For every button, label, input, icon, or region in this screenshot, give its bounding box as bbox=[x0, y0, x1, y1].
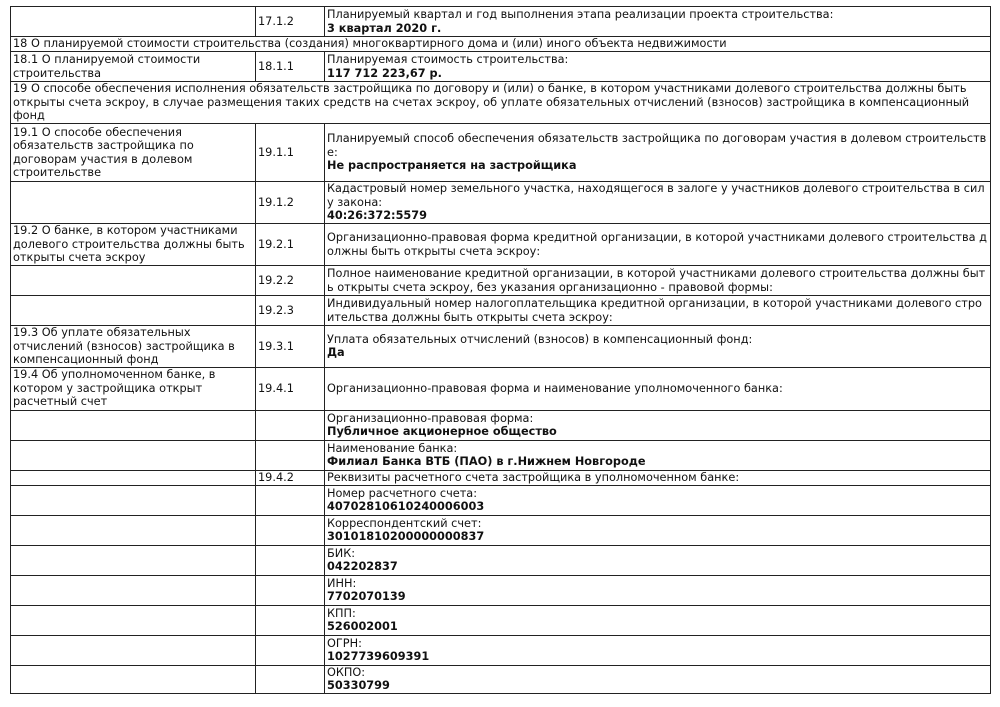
table-row bbox=[11, 635, 991, 665]
item-content-cell bbox=[325, 367, 991, 410]
project-declaration-table bbox=[10, 6, 991, 694]
subsection-cell: 19.4 Об уполномоченном банке, в котором у застройщика открыт расчетный счет bbox=[11, 367, 256, 410]
item-value: 1027739609391 bbox=[327, 650, 430, 663]
subsection-cell bbox=[11, 296, 256, 326]
subsection-cell bbox=[11, 515, 256, 545]
item-label: Организационно-правовая форма и наименование уполномоченного банка: bbox=[327, 381, 783, 395]
item-value: Публичное акционерное общество bbox=[327, 425, 557, 438]
subsection-cell bbox=[11, 410, 256, 440]
item-content-cell bbox=[325, 52, 991, 82]
item-label: ИНН: bbox=[327, 576, 357, 590]
item-content-cell bbox=[325, 635, 991, 665]
item-value: 30101810200000000837 bbox=[327, 530, 485, 543]
section-heading: 19 О способе обеспечения исполнения обязательств застройщика по договору и (или) о банке, в котором участниками долевого строительства должны быть открыты счета эскроу, в случае размещения таких средств на счетах эскроу, об уплате обязательных отчислений (взносов) застройщика в компенсационный фонд bbox=[11, 82, 991, 124]
item-content-cell bbox=[325, 470, 991, 485]
item-label: ОГРН: bbox=[327, 636, 362, 650]
item-number-cell: 19.3.1 bbox=[256, 326, 325, 368]
item-value: 3 квартал 2020 г. bbox=[327, 21, 442, 35]
table-row bbox=[11, 182, 991, 224]
item-label: Уплата обязательных отчислений (взносов) в компенсационный фонд: bbox=[327, 332, 753, 346]
item-value: Не распространяется на застройщика bbox=[327, 159, 577, 173]
item-number-cell: 19.1.1 bbox=[256, 124, 325, 182]
item-label: Планируемый квартал и год выполнения этапа реализации проекта строительства: bbox=[327, 8, 834, 21]
table-row bbox=[11, 367, 991, 410]
item-content-cell bbox=[325, 575, 991, 605]
subsection-cell bbox=[11, 635, 256, 665]
subsection-cell bbox=[11, 485, 256, 515]
table-row bbox=[11, 296, 991, 326]
item-number-cell: 18.1.1 bbox=[256, 52, 325, 82]
subsection-cell bbox=[11, 266, 256, 296]
subsection-cell: 19.1 О способе обеспечения обязательств застройщика по договорам участия в долевом строительстве bbox=[11, 124, 256, 182]
item-value: 40:26:372:5579 bbox=[327, 209, 428, 223]
item-number-cell bbox=[256, 440, 325, 470]
item-label: Планируемая стоимость строительства: bbox=[327, 53, 569, 66]
subsection-cell bbox=[11, 182, 256, 224]
item-number-cell: 19.1.2 bbox=[256, 182, 325, 224]
table-row bbox=[11, 224, 991, 266]
item-number-cell: 19.4.1 bbox=[256, 367, 325, 410]
item-number-cell: 19.2.3 bbox=[256, 296, 325, 326]
subsection-cell: 18.1 О планируемой стоимости строительства bbox=[11, 52, 256, 82]
table-row bbox=[11, 545, 991, 575]
item-number-cell bbox=[256, 605, 325, 635]
item-value: Да bbox=[327, 346, 345, 360]
subsection-cell bbox=[11, 605, 256, 635]
item-content-cell bbox=[325, 485, 991, 515]
item-value: 042202837 bbox=[327, 560, 398, 573]
item-label: Организационно-правовая форма кредитной организации, в которой участниками долевого строительства должны быть открыты счета эскроу: bbox=[327, 231, 987, 258]
item-number-cell bbox=[256, 575, 325, 605]
table-row bbox=[11, 410, 991, 440]
item-number-cell: 19.2.1 bbox=[256, 224, 325, 266]
table-row bbox=[11, 605, 991, 635]
item-value: 117 712 223,67 р. bbox=[327, 66, 442, 80]
item-value: Филиал Банка ВТБ (ПАО) в г.Нижнем Новгороде bbox=[327, 455, 646, 468]
item-number-cell bbox=[256, 485, 325, 515]
item-number-cell: 17.1.2 bbox=[256, 7, 325, 37]
table-row bbox=[11, 124, 991, 182]
item-label: Наименование банка: bbox=[327, 441, 458, 455]
table-row bbox=[11, 7, 991, 37]
table-body bbox=[11, 7, 991, 694]
table-row bbox=[11, 266, 991, 296]
item-content-cell bbox=[325, 326, 991, 368]
subsection-cell bbox=[11, 545, 256, 575]
table-row bbox=[11, 440, 991, 470]
item-content-cell bbox=[325, 665, 991, 693]
item-content-cell bbox=[325, 224, 991, 266]
item-label: Реквизиты расчетного счета застройщика в уполномоченном банке: bbox=[327, 470, 740, 484]
item-number-cell bbox=[256, 635, 325, 665]
subsection-cell bbox=[11, 470, 256, 485]
section-row bbox=[11, 82, 991, 124]
item-number-cell bbox=[256, 515, 325, 545]
table-row bbox=[11, 326, 991, 368]
subsection-cell bbox=[11, 575, 256, 605]
item-value: 526002001 bbox=[327, 620, 398, 633]
item-value: 50330799 bbox=[327, 679, 390, 692]
item-value: 40702810610240006003 bbox=[327, 500, 485, 513]
item-number-cell bbox=[256, 410, 325, 440]
subsection-cell bbox=[11, 440, 256, 470]
subsection-cell: 19.2 О банке, в котором участниками долевого строительства должны быть открыты счета эскроу bbox=[11, 224, 256, 266]
item-content-cell bbox=[325, 296, 991, 326]
item-content-cell bbox=[325, 410, 991, 440]
item-label: Корреспондентский счет: bbox=[327, 516, 482, 530]
item-content-cell bbox=[325, 545, 991, 575]
item-label: БИК: bbox=[327, 546, 356, 560]
subsection-cell bbox=[11, 7, 256, 37]
item-value: 7702070139 bbox=[327, 590, 406, 603]
item-number-cell: 19.2.2 bbox=[256, 266, 325, 296]
item-number-cell: 19.4.2 bbox=[256, 470, 325, 485]
item-label: ОКПО: bbox=[327, 665, 366, 679]
item-label: Индивидуальный номер налогоплательщика кредитной организации, в которой участниками долевого строительства должны быть открыты счета эскроу: bbox=[327, 297, 982, 324]
table-row bbox=[11, 665, 991, 693]
item-label: Полное наименование кредитной организации, в которой участниками долевого строительства должны быть открыты счета эскроу, без указания организационно - правовой формы: bbox=[327, 267, 986, 294]
item-number-cell bbox=[256, 665, 325, 693]
item-content-cell bbox=[325, 7, 991, 37]
item-label: КПП: bbox=[327, 606, 356, 620]
item-content-cell bbox=[325, 266, 991, 296]
subsection-cell: 19.3 Об уплате обязательных отчислений (взносов) застройщика в компенсационный фонд bbox=[11, 326, 256, 368]
item-label: Организационно-правовая форма: bbox=[327, 411, 534, 425]
section-row bbox=[11, 37, 991, 52]
item-label: Номер расчетного счета: bbox=[327, 486, 478, 500]
table-row bbox=[11, 485, 991, 515]
item-content-cell bbox=[325, 440, 991, 470]
table-row bbox=[11, 52, 991, 82]
section-heading: 18 О планируемой стоимости строительства (создания) многоквартирного дома и (или) иного объекта недвижимости bbox=[11, 37, 991, 52]
item-label: Планируемый способ обеспечения обязательств застройщика по договорам участия в долевом строительстве: bbox=[327, 132, 987, 159]
item-content-cell bbox=[325, 182, 991, 224]
item-label: Кадастровый номер земельного участка, находящегося в залоге у участников долевого строительства в силу закона: bbox=[327, 182, 985, 209]
item-content-cell bbox=[325, 515, 991, 545]
table-row bbox=[11, 515, 991, 545]
item-content-cell bbox=[325, 124, 991, 182]
subsection-cell bbox=[11, 665, 256, 693]
table-row bbox=[11, 470, 991, 485]
table-row bbox=[11, 575, 991, 605]
item-content-cell bbox=[325, 605, 991, 635]
item-number-cell bbox=[256, 545, 325, 575]
